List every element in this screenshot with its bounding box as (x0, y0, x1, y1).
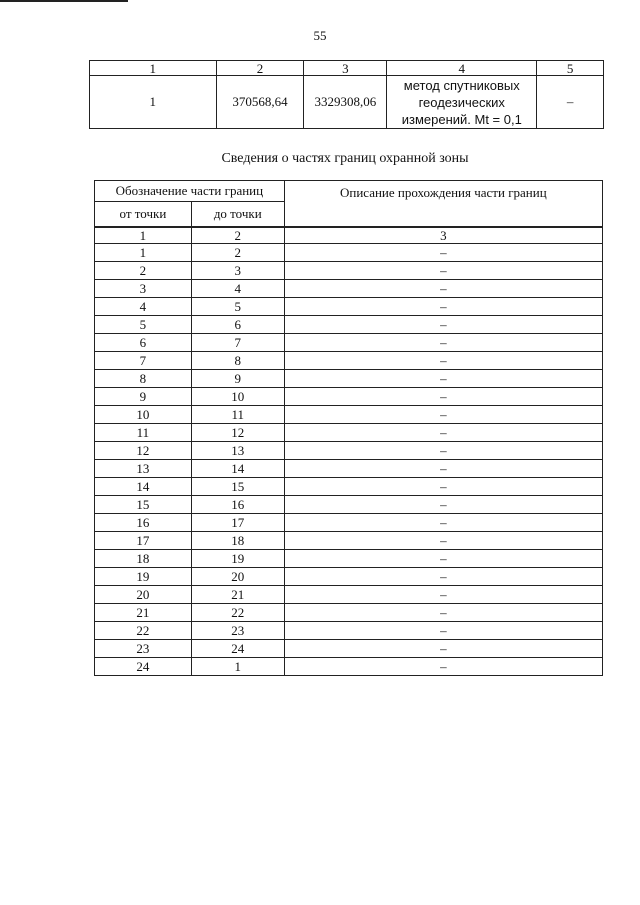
from-point-cell: 16 (95, 514, 192, 532)
to-point-cell: 1 (191, 658, 284, 676)
column-header: 2 (216, 61, 304, 76)
table-row (95, 496, 603, 514)
to-point-cell: 19 (191, 550, 284, 568)
to-point-cell: 3 (191, 262, 284, 280)
table-row (95, 316, 603, 334)
description-cell: – (284, 604, 602, 622)
boundary-part-header: Обозначение части границ (95, 181, 285, 202)
parts-header-row (95, 181, 603, 202)
to-point-cell: 18 (191, 532, 284, 550)
point-number-cell: 1 (90, 76, 217, 129)
note-cell: – (537, 76, 604, 129)
to-point-cell: 22 (191, 604, 284, 622)
description-cell: – (284, 298, 602, 316)
from-point-cell: 12 (95, 442, 192, 460)
description-cell: – (284, 586, 602, 604)
description-cell: – (284, 424, 602, 442)
from-point-cell: 5 (95, 316, 192, 334)
table-row (95, 586, 603, 604)
from-point-cell: 17 (95, 532, 192, 550)
table-row (95, 550, 603, 568)
column-number: 2 (191, 227, 284, 244)
from-point-cell: 7 (95, 352, 192, 370)
description-cell: – (284, 262, 602, 280)
description-cell: – (284, 370, 602, 388)
column-number: 1 (95, 227, 192, 244)
to-point-cell: 4 (191, 280, 284, 298)
table-row (95, 334, 603, 352)
to-point-cell: 15 (191, 478, 284, 496)
table-row (95, 280, 603, 298)
column-number: 3 (284, 227, 602, 244)
description-cell: – (284, 406, 602, 424)
from-point-cell: 10 (95, 406, 192, 424)
description-cell: – (284, 460, 602, 478)
table-row (90, 76, 604, 129)
to-point-cell: 6 (191, 316, 284, 334)
y-coordinate-cell: 3329308,06 (304, 76, 387, 129)
table-row (95, 568, 603, 586)
to-point-cell: 14 (191, 460, 284, 478)
from-point-cell: 21 (95, 604, 192, 622)
column-header: 3 (304, 61, 387, 76)
to-point-cell: 5 (191, 298, 284, 316)
table-row (95, 298, 603, 316)
from-point-cell: 8 (95, 370, 192, 388)
parts-table-body (95, 244, 603, 676)
table-row (95, 442, 603, 460)
table-row (95, 262, 603, 280)
from-point-cell: 6 (95, 334, 192, 352)
description-cell: – (284, 658, 602, 676)
table-row (95, 604, 603, 622)
to-point-cell: 23 (191, 622, 284, 640)
from-point-cell: 13 (95, 460, 192, 478)
from-point-cell: 2 (95, 262, 192, 280)
description-cell: – (284, 316, 602, 334)
table-row (95, 514, 603, 532)
coordinates-table (89, 60, 604, 129)
column-number-row (95, 227, 603, 244)
to-point-cell: 24 (191, 640, 284, 658)
description-cell: – (284, 532, 602, 550)
table-row (95, 640, 603, 658)
from-point-cell: 22 (95, 622, 192, 640)
to-point-cell: 10 (191, 388, 284, 406)
table-row (95, 658, 603, 676)
to-point-cell: 9 (191, 370, 284, 388)
header-rule (0, 0, 128, 2)
column-header: 1 (90, 61, 217, 76)
page-number: 55 (313, 28, 327, 43)
from-point-header: от точки (95, 202, 192, 228)
table-row (95, 370, 603, 388)
table-row (95, 244, 603, 262)
description-cell: – (284, 622, 602, 640)
from-point-cell: 24 (95, 658, 192, 676)
to-point-cell: 16 (191, 496, 284, 514)
to-point-cell: 17 (191, 514, 284, 532)
to-point-cell: 13 (191, 442, 284, 460)
description-cell: – (284, 640, 602, 658)
boundary-parts-table (94, 180, 603, 676)
from-point-cell: 9 (95, 388, 192, 406)
x-coordinate-cell: 370568,64 (216, 76, 304, 129)
to-point-cell: 21 (191, 586, 284, 604)
description-cell: – (284, 478, 602, 496)
description-cell: – (284, 550, 602, 568)
section-title: Сведения о частях границ охранной зоны (221, 151, 469, 166)
to-point-cell: 11 (191, 406, 284, 424)
description-cell: – (284, 280, 602, 298)
table-row (95, 532, 603, 550)
table-row (95, 388, 603, 406)
description-cell: – (284, 352, 602, 370)
from-point-cell: 1 (95, 244, 192, 262)
description-cell: – (284, 442, 602, 460)
from-point-cell: 15 (95, 496, 192, 514)
description-cell: – (284, 388, 602, 406)
from-point-cell: 23 (95, 640, 192, 658)
description-cell: – (284, 514, 602, 532)
from-point-cell: 20 (95, 586, 192, 604)
table-row (95, 460, 603, 478)
description-cell: – (284, 568, 602, 586)
description-cell: – (284, 244, 602, 262)
table-row (95, 622, 603, 640)
table-row (95, 478, 603, 496)
from-point-cell: 3 (95, 280, 192, 298)
coordinates-header-row (90, 61, 604, 76)
from-point-cell: 11 (95, 424, 192, 442)
to-point-cell: 20 (191, 568, 284, 586)
table-row (95, 406, 603, 424)
to-point-cell: 2 (191, 244, 284, 262)
method-cell: метод спутниковых геодезических измерений. Mt = 0,1 (387, 76, 537, 129)
column-header: 5 (537, 61, 604, 76)
column-header: 4 (387, 61, 537, 76)
to-point-cell: 7 (191, 334, 284, 352)
from-point-cell: 4 (95, 298, 192, 316)
from-point-cell: 19 (95, 568, 192, 586)
description-cell: – (284, 334, 602, 352)
from-point-cell: 18 (95, 550, 192, 568)
to-point-header: до точки (191, 202, 284, 228)
to-point-cell: 8 (191, 352, 284, 370)
description-cell: – (284, 496, 602, 514)
description-header: Описание прохождения части границ (284, 181, 602, 228)
table-row (95, 352, 603, 370)
table-row (95, 424, 603, 442)
from-point-cell: 14 (95, 478, 192, 496)
to-point-cell: 12 (191, 424, 284, 442)
